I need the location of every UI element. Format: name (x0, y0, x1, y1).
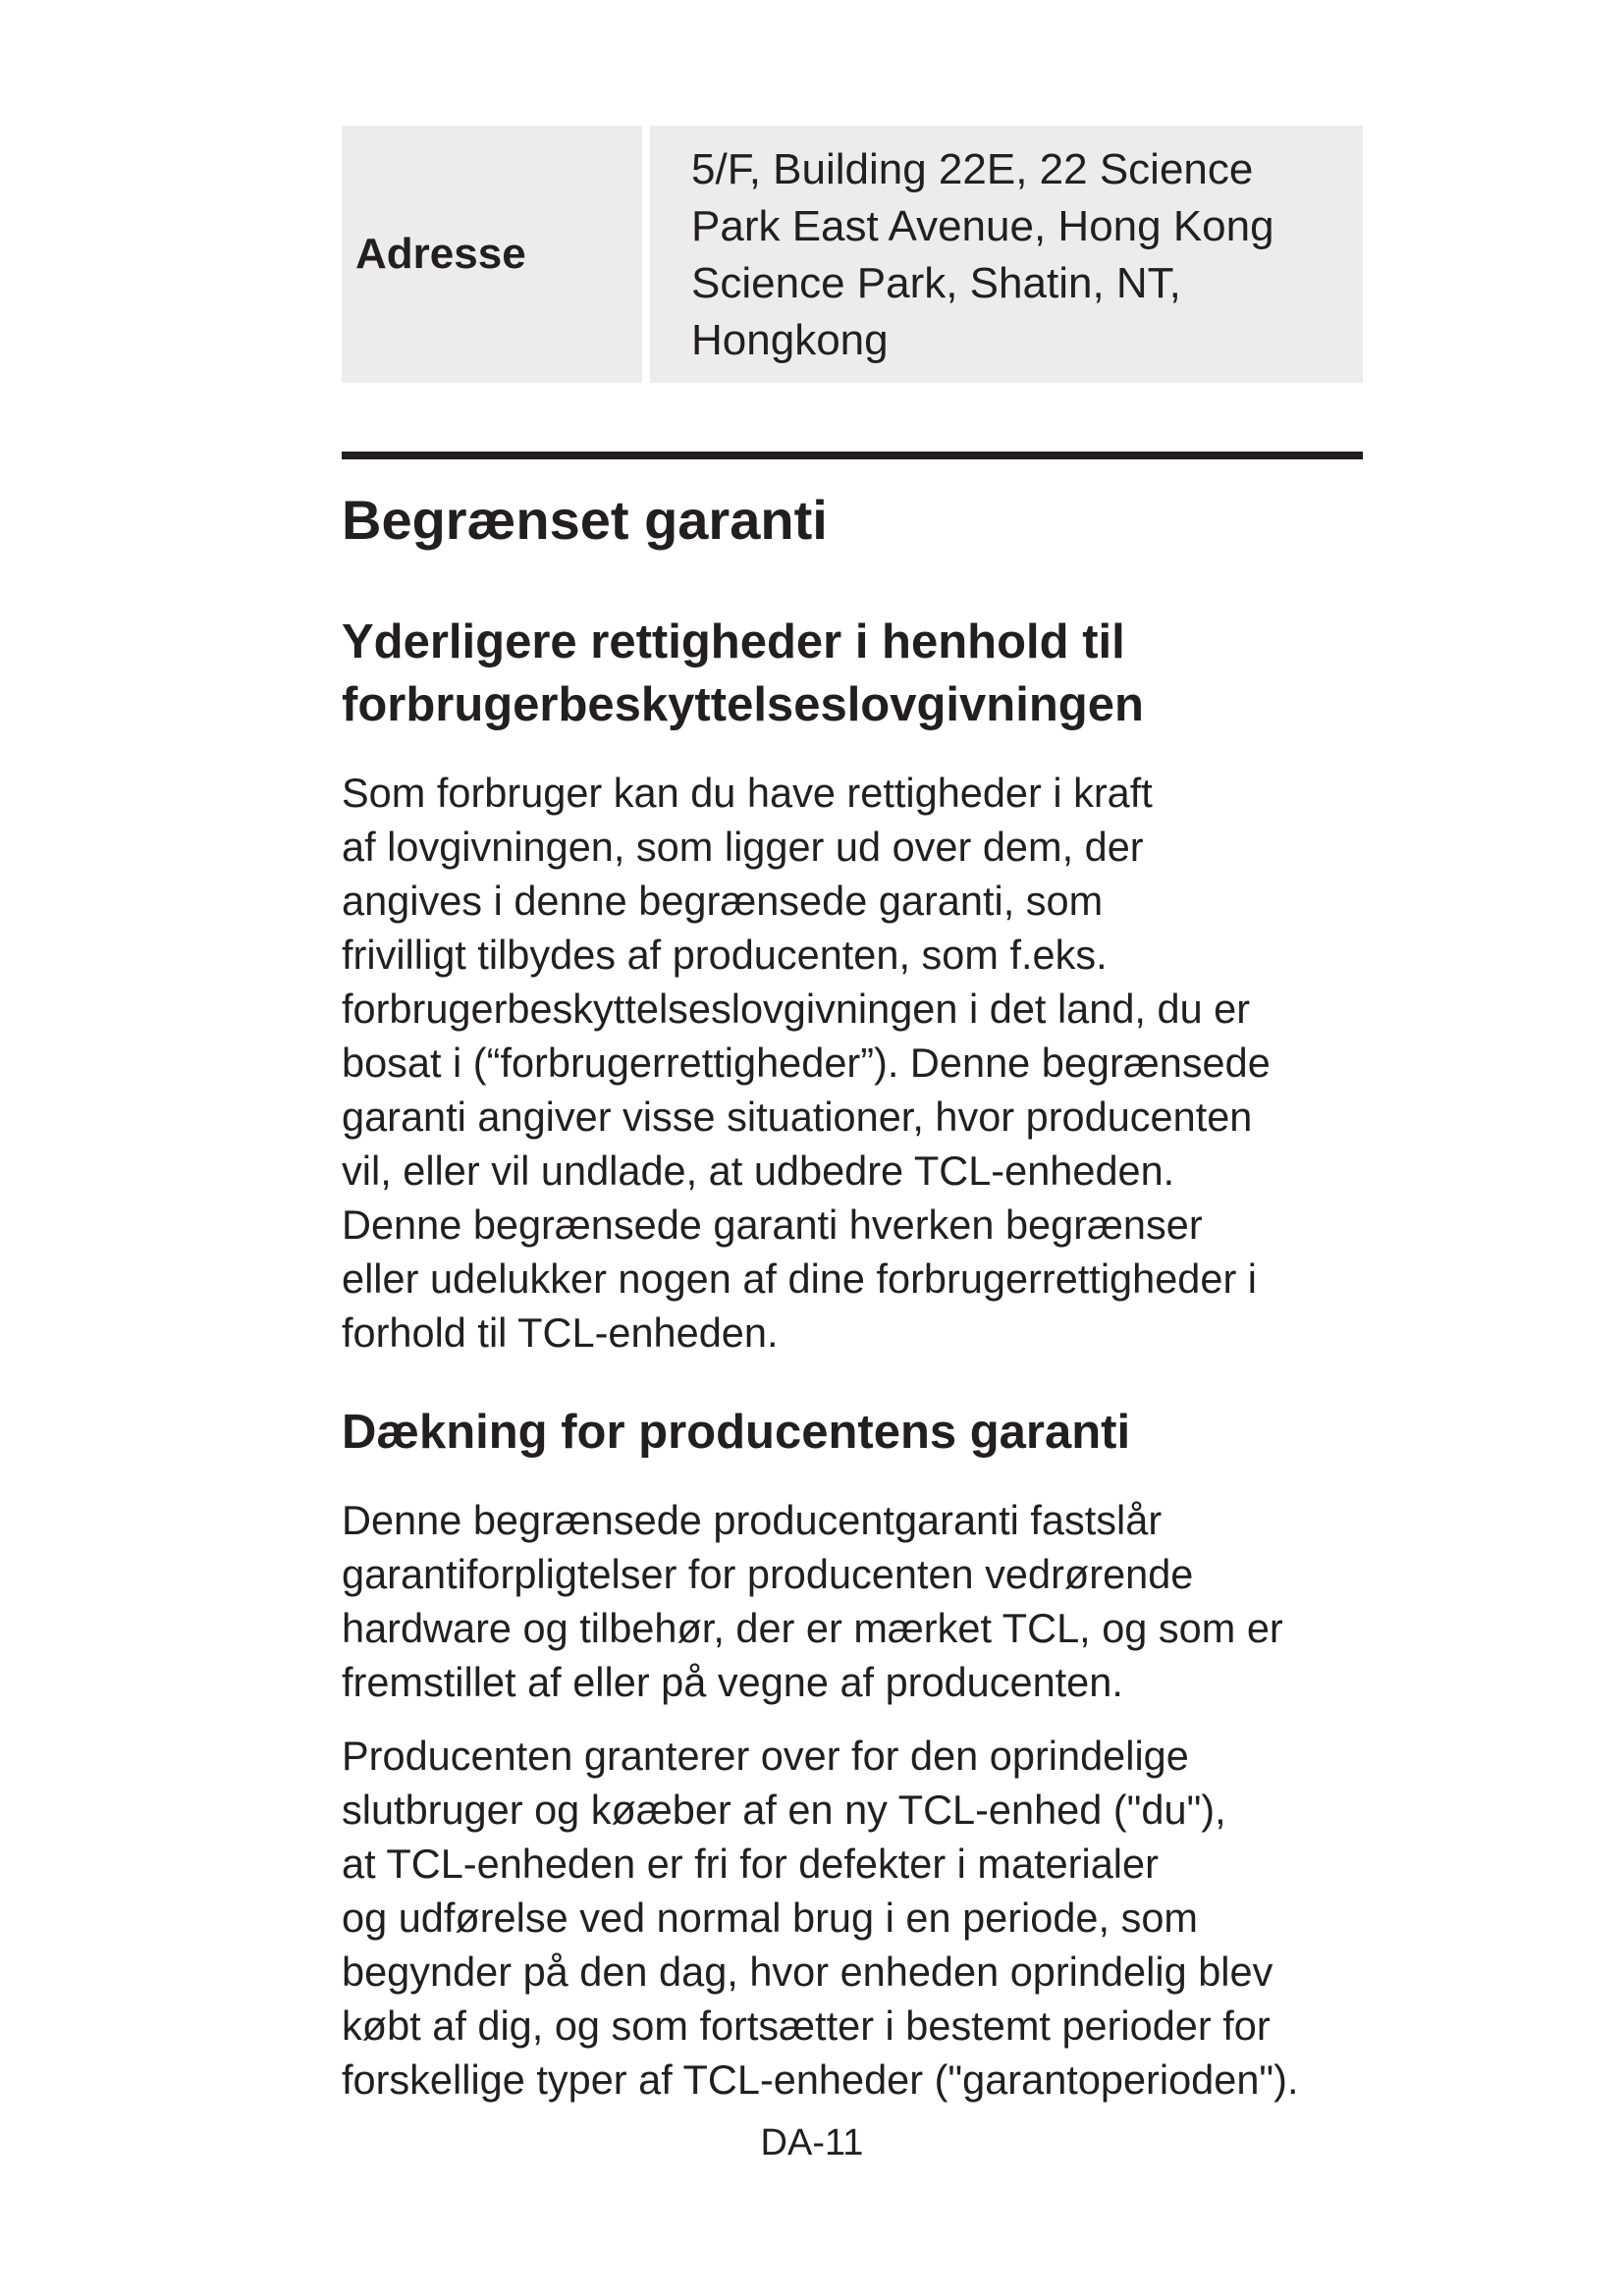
section-divider (342, 452, 1363, 459)
page-number: DA-11 (760, 2122, 864, 2163)
address-table (342, 126, 1363, 383)
paragraph-line: angives i denne begrænsede garanti, som (342, 878, 1104, 924)
address-label-cell (342, 126, 642, 383)
section-title: Begrænset garanti (342, 489, 828, 551)
heading-line: forbrugerbeskyttelseslovgivningen (342, 678, 1144, 731)
paragraph-line: forhold til TCL-enheden. (342, 1309, 779, 1356)
paragraph-line: begynder på den dag, hvor enheden oprindelig blev (342, 1949, 1273, 1995)
paragraph-line: hardware og tilbehør, der er mærket TCL, og som er (342, 1605, 1283, 1651)
document-page (342, 126, 1363, 2107)
paragraph-line: Producenten granterer over for den oprindelige (342, 1733, 1189, 1779)
address-line: Park East Avenue, Hong Kong (691, 202, 1274, 250)
paragraph-line: Denne begrænsede producentgaranti fastslår (342, 1497, 1163, 1543)
paragraph-line: vil, eller vil undlade, at udbedre TCL-enheden. (342, 1148, 1175, 1194)
paragraph-line: forbrugerbeskyttelseslovgivningen i det land, du er (342, 986, 1251, 1032)
paragraph-line: Som forbruger kan du have rettigheder i kraft (342, 770, 1153, 816)
paragraph-line: og udførelse ved normal brug i en periode, som (342, 1895, 1198, 1941)
paragraph-line: eller udelukker nogen af dine forbrugerrettigheder i (342, 1255, 1258, 1302)
address-line: Hongkong (691, 316, 889, 364)
paragraph-consumer-rights (342, 766, 1363, 1360)
paragraph-line: frivilligt tilbydes af producenten, som f.eks. (342, 932, 1108, 978)
paragraph-warranty-period (342, 1729, 1363, 2107)
paragraph-line: garantiforpligtelser for producenten vedrørende (342, 1551, 1194, 1597)
paragraph-warranty-scope (342, 1493, 1363, 1709)
paragraph-line: købt af dig, og som fortsætter i bestemt perioder for (342, 2002, 1271, 2049)
address-value-cell (650, 126, 1363, 383)
paragraph-line: fremstillet af eller på vegne af producenten. (342, 1659, 1123, 1705)
subsection-heading-warranty-coverage: Dækning for producentens garanti (342, 1406, 1131, 1459)
paragraph-line: slutbruger og køæber af en ny TCL-enhed ("du"), (342, 1787, 1226, 1833)
heading-line: Yderligere rettigheder i henhold til (342, 615, 1125, 668)
address-line: Science Park, Shatin, NT, (691, 259, 1181, 307)
paragraph-line: garanti angiver visse situationer, hvor producenten (342, 1094, 1253, 1140)
address-label: Adresse (355, 230, 526, 278)
paragraph-line: at TCL-enheden er fri for defekter i materialer (342, 1841, 1159, 1887)
paragraph-line: bosat i (“forbrugerrettigheder”). Denne begrænsede (342, 1040, 1271, 1086)
paragraph-line: forskellige typer af TCL-enheder ("garantoperioden"). (342, 2056, 1299, 2103)
paragraph-line: Denne begrænsede garanti hverken begrænser (342, 1201, 1203, 1248)
paragraph-line: af lovgivningen, som ligger ud over dem, der (342, 824, 1144, 870)
address-line: 5/F, Building 22E, 22 Science (691, 145, 1254, 193)
subsection-heading-consumer-rights (342, 611, 1363, 736)
